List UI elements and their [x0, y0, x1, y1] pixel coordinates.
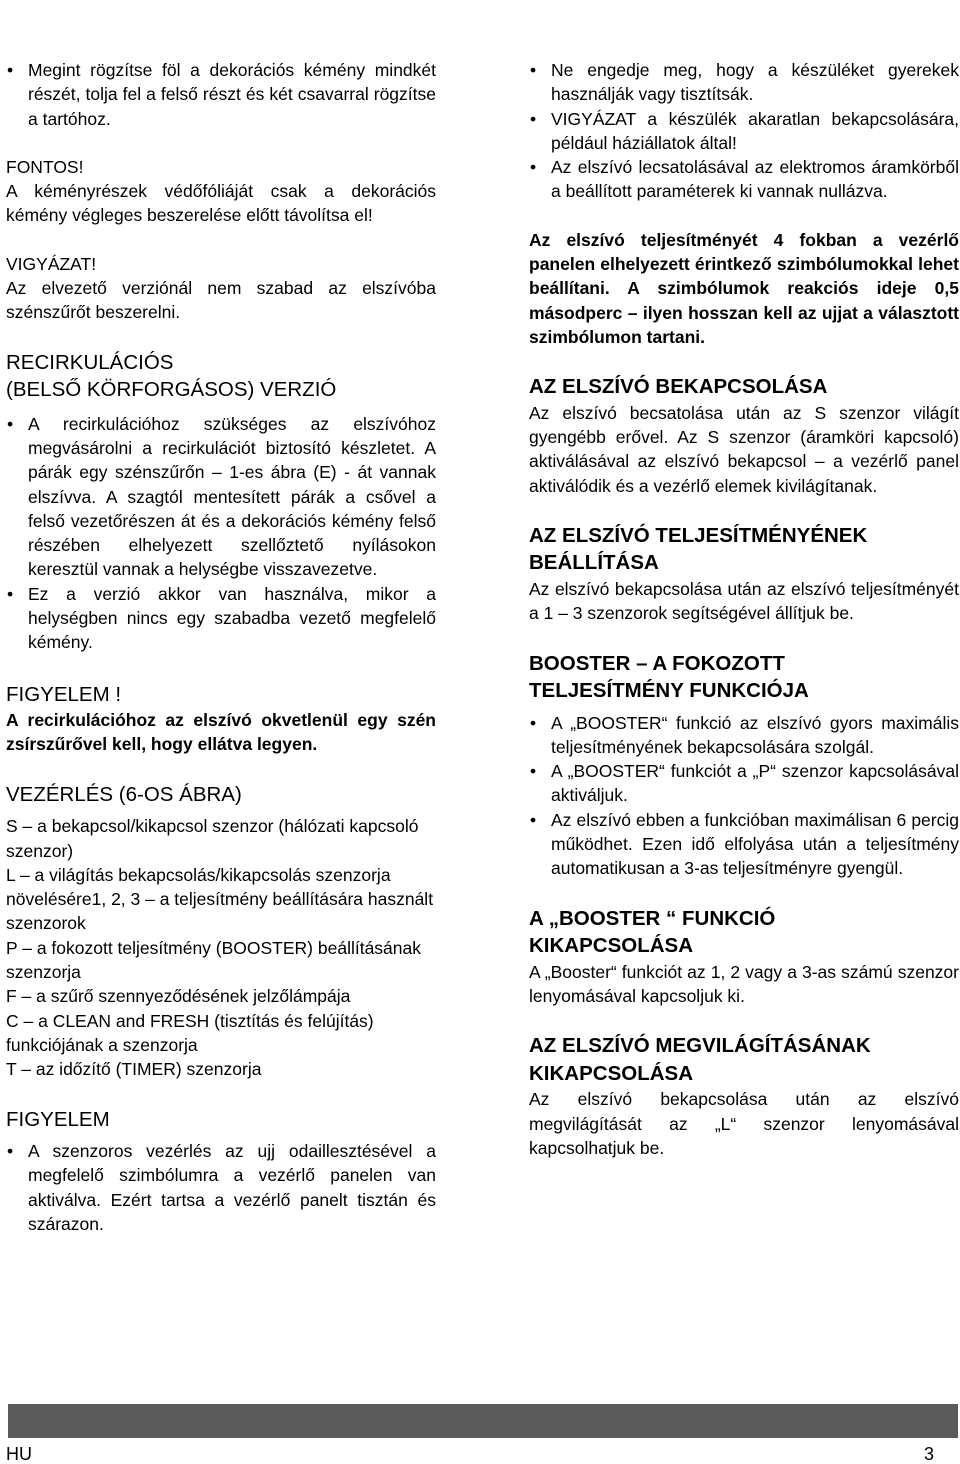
vezerles-line-p: P – a fokozott teljesítmény (BOOSTER) beállításának szenzorja — [6, 937, 422, 983]
fontos-title: FONTOS! — [6, 156, 84, 177]
figyelem1-title: FIGYELEM ! — [6, 682, 122, 706]
list-item-text: VIGYÁZAT a készülék akaratlan bekapcsolására, például háziállatok által! — [551, 108, 959, 153]
list-item-text: Megint rögzítse föl a dekorációs kémény mindkét részét, tolja fel a felső részt és két csavarral rögzítse a tartóhoz. — [28, 60, 436, 129]
figyelem1-text: A recirkulációhoz az elszívó okvetlenül egy szén zsírszűrővel kell, hogy ellátva legyen. — [6, 710, 436, 755]
list-item-text: Ne engedje meg, hogy a készüléket gyerekek használják vagy tisztítsák. — [551, 60, 959, 105]
figyelem2-heading: FIGYELEM — [6, 1107, 110, 1131]
list-item — [529, 711, 959, 760]
list-item — [6, 1139, 436, 1236]
booster-off-heading-line1: A „BOOSTER “ FUNKCIÓ — [529, 906, 776, 930]
vezerles-line-f: F – a szűrő szennyeződésének jelzőlámpája — [6, 986, 351, 1007]
teljes-heading-line2: BEÁLLÍTÁSA — [529, 551, 659, 575]
bekapcs-heading: AZ ELSZÍVÓ BEKAPCSOLÁSA — [529, 375, 828, 399]
vezerles-line-s: S – a bekapcsol/kikapcsol szenzor (hálózati kapcsoló szenzor) — [6, 816, 419, 861]
list-item-text: Az elszívó ebben a funkcióban maximálisan 6 percig működhet. Ezen idő elfolyása után a teljesítmény automatikusan a 3-as teljesítményre gyengül. — [551, 809, 959, 879]
power-levels-paragraph: Az elszívó teljesítményét 4 fokban a vezérlő panelen elhelyezett érintkező szimbólumokkal lehet beállítani. A szimbólumok reakciós ideje 0,5 másodperc – ilyen hosszan kell az ujjat a választott szimbólumon tartani. — [529, 229, 959, 347]
bullet-dot-icon: • — [7, 60, 14, 80]
bekapcs-text: Az elszívó becsatolása után az S szenzor világít gyengébb erővel. Az S szenzor (áramköri kapcsoló) aktiválásával az elszívó bekapcsol – a vezérlő panel aktiválódik és a vezérlő elemek kivilágítanak. — [529, 402, 959, 496]
booster-heading-line1: BOOSTER – A FOKOZOTT — [529, 651, 785, 675]
bullet-dot-icon: • — [530, 761, 537, 782]
footer-language: HU — [6, 1444, 32, 1464]
list-item — [529, 808, 959, 881]
page-number: 3 — [923, 1444, 934, 1464]
list-item-text: Ez a verzió akkor van használva, mikor a helységben nincs egy szabadba vezető megfelelő kémény. — [28, 583, 436, 653]
bullet-dot-icon: • — [7, 413, 14, 434]
list-item — [529, 155, 959, 204]
teljes-text: Az elszívó bekapcsolása után az elszívó teljesítményét a 1 – 3 szenzorok segítségével állítjuk be. — [529, 578, 959, 624]
list-item-text: A „BOOSTER“ funkció az elszívó gyors maximális teljesítményének bekapcsolására szolgál. — [551, 712, 959, 757]
bullet-dot-icon: • — [530, 809, 537, 830]
vigyazat-title: VIGYÁZAT! — [6, 253, 97, 274]
bullet-dot-icon: • — [7, 583, 14, 604]
booster-heading-line2: TELJESÍTMÉNY FUNKCIÓJA — [529, 679, 809, 703]
recirk-bullets — [6, 412, 436, 655]
light-text: Az elszívó bekapcsolása után az elszívó megvilágítását az „L“ szenzor lenyomásával kapcsolhatjuk be. — [529, 1089, 959, 1158]
bullet-dot-icon: • — [530, 60, 537, 80]
list-item — [529, 58, 959, 107]
vezerles-line-c: C – a CLEAN and FRESH (tisztítás és felújítás) funkciójának a szenzorja — [6, 1010, 374, 1055]
booster-bullets — [529, 711, 959, 881]
list-item-text: Az elszívó lecsatolásával az elektromos áramkörből a beállított paraméterek ki vannak nullázva. — [551, 157, 959, 202]
bullet-dot-icon: • — [7, 1141, 14, 1161]
list-item — [6, 58, 436, 131]
list-item-text: A recirkulációhoz szükséges az elszívóhoz megvásárolni a recirkulációt biztosító készletet. A párák egy szénszűrőn – 1-es ábra (E) - át vannak elszívva. A szagtól mentesített párák a csővel a felső vezetőrészen át és a dekorációs kémény felső részében elhelyezett szellőztető nyílásokon keresztül vannak a helységbe visszavezetve. — [28, 413, 436, 580]
booster-off-text: A „Booster“ funkciót az 1, 2 vagy a 3-as számú szenzor lenyomásával kapcsoljuk ki. — [529, 961, 959, 1006]
list-item-text: A szenzoros vezérlés az ujj odaillesztésével a megfelelő szimbólumra a vezérlő panelen van aktiválva. Ezért tartsa a vezérlő panelt tisztán és szárazon. — [28, 1141, 436, 1234]
figyelem2-bullets — [6, 1139, 436, 1236]
list-item — [6, 582, 436, 655]
safety-bullets — [529, 58, 959, 204]
list-item — [6, 412, 436, 582]
vezerles-heading: VEZÉRLÉS (6-OS ÁBRA) — [6, 782, 242, 806]
fontos-text: A kéményrészek védőfóliáját csak a dekorációs kémény végleges beszerelése előtt távolítsa el! — [6, 181, 436, 226]
left-column — [6, 58, 436, 1236]
vezerles-line-l: L – a világítás bekapcsolás/kikapcsolás szenzorja — [6, 864, 391, 885]
vezerles-line-t: T – az időzítő (TIMER) szenzorja — [6, 1059, 262, 1080]
list-item — [529, 759, 959, 808]
bullet-dot-icon: • — [530, 157, 537, 178]
vezerles-line-123: növelésére1, 2, 3 – a teljesítmény beállítására használt szenzorok — [6, 889, 434, 934]
bullet-dot-icon: • — [530, 712, 537, 733]
vigyazat-text: Az elvezető verziónál nem szabad az elszívóba szénszűrőt beszerelni. — [6, 278, 436, 323]
list-item-text: A „BOOSTER“ funkciót a „P“ szenzor kapcsolásával aktiváljuk. — [551, 761, 959, 806]
footer-bar — [8, 1404, 958, 1438]
light-heading-line1: AZ ELSZÍVÓ MEGVILÁGÍTÁSÁNAK — [529, 1034, 871, 1058]
bullet-dot-icon: • — [530, 108, 537, 129]
recirk-heading-line2: (BELSŐ KÖRFORGÁSOS) VERZIÓ — [6, 378, 337, 402]
booster-off-heading-line2: KIKAPCSOLÁSA — [529, 934, 694, 958]
teljes-heading-line1: AZ ELSZÍVÓ TELJESÍTMÉNYÉNEK — [529, 523, 868, 547]
list-item — [529, 107, 959, 156]
chimney-bullets — [6, 58, 436, 131]
recirk-heading-line1: RECIRKULÁCIÓS — [6, 350, 174, 374]
right-column — [529, 58, 959, 1160]
light-heading-line2: KIKAPCSOLÁSA — [529, 1061, 694, 1085]
